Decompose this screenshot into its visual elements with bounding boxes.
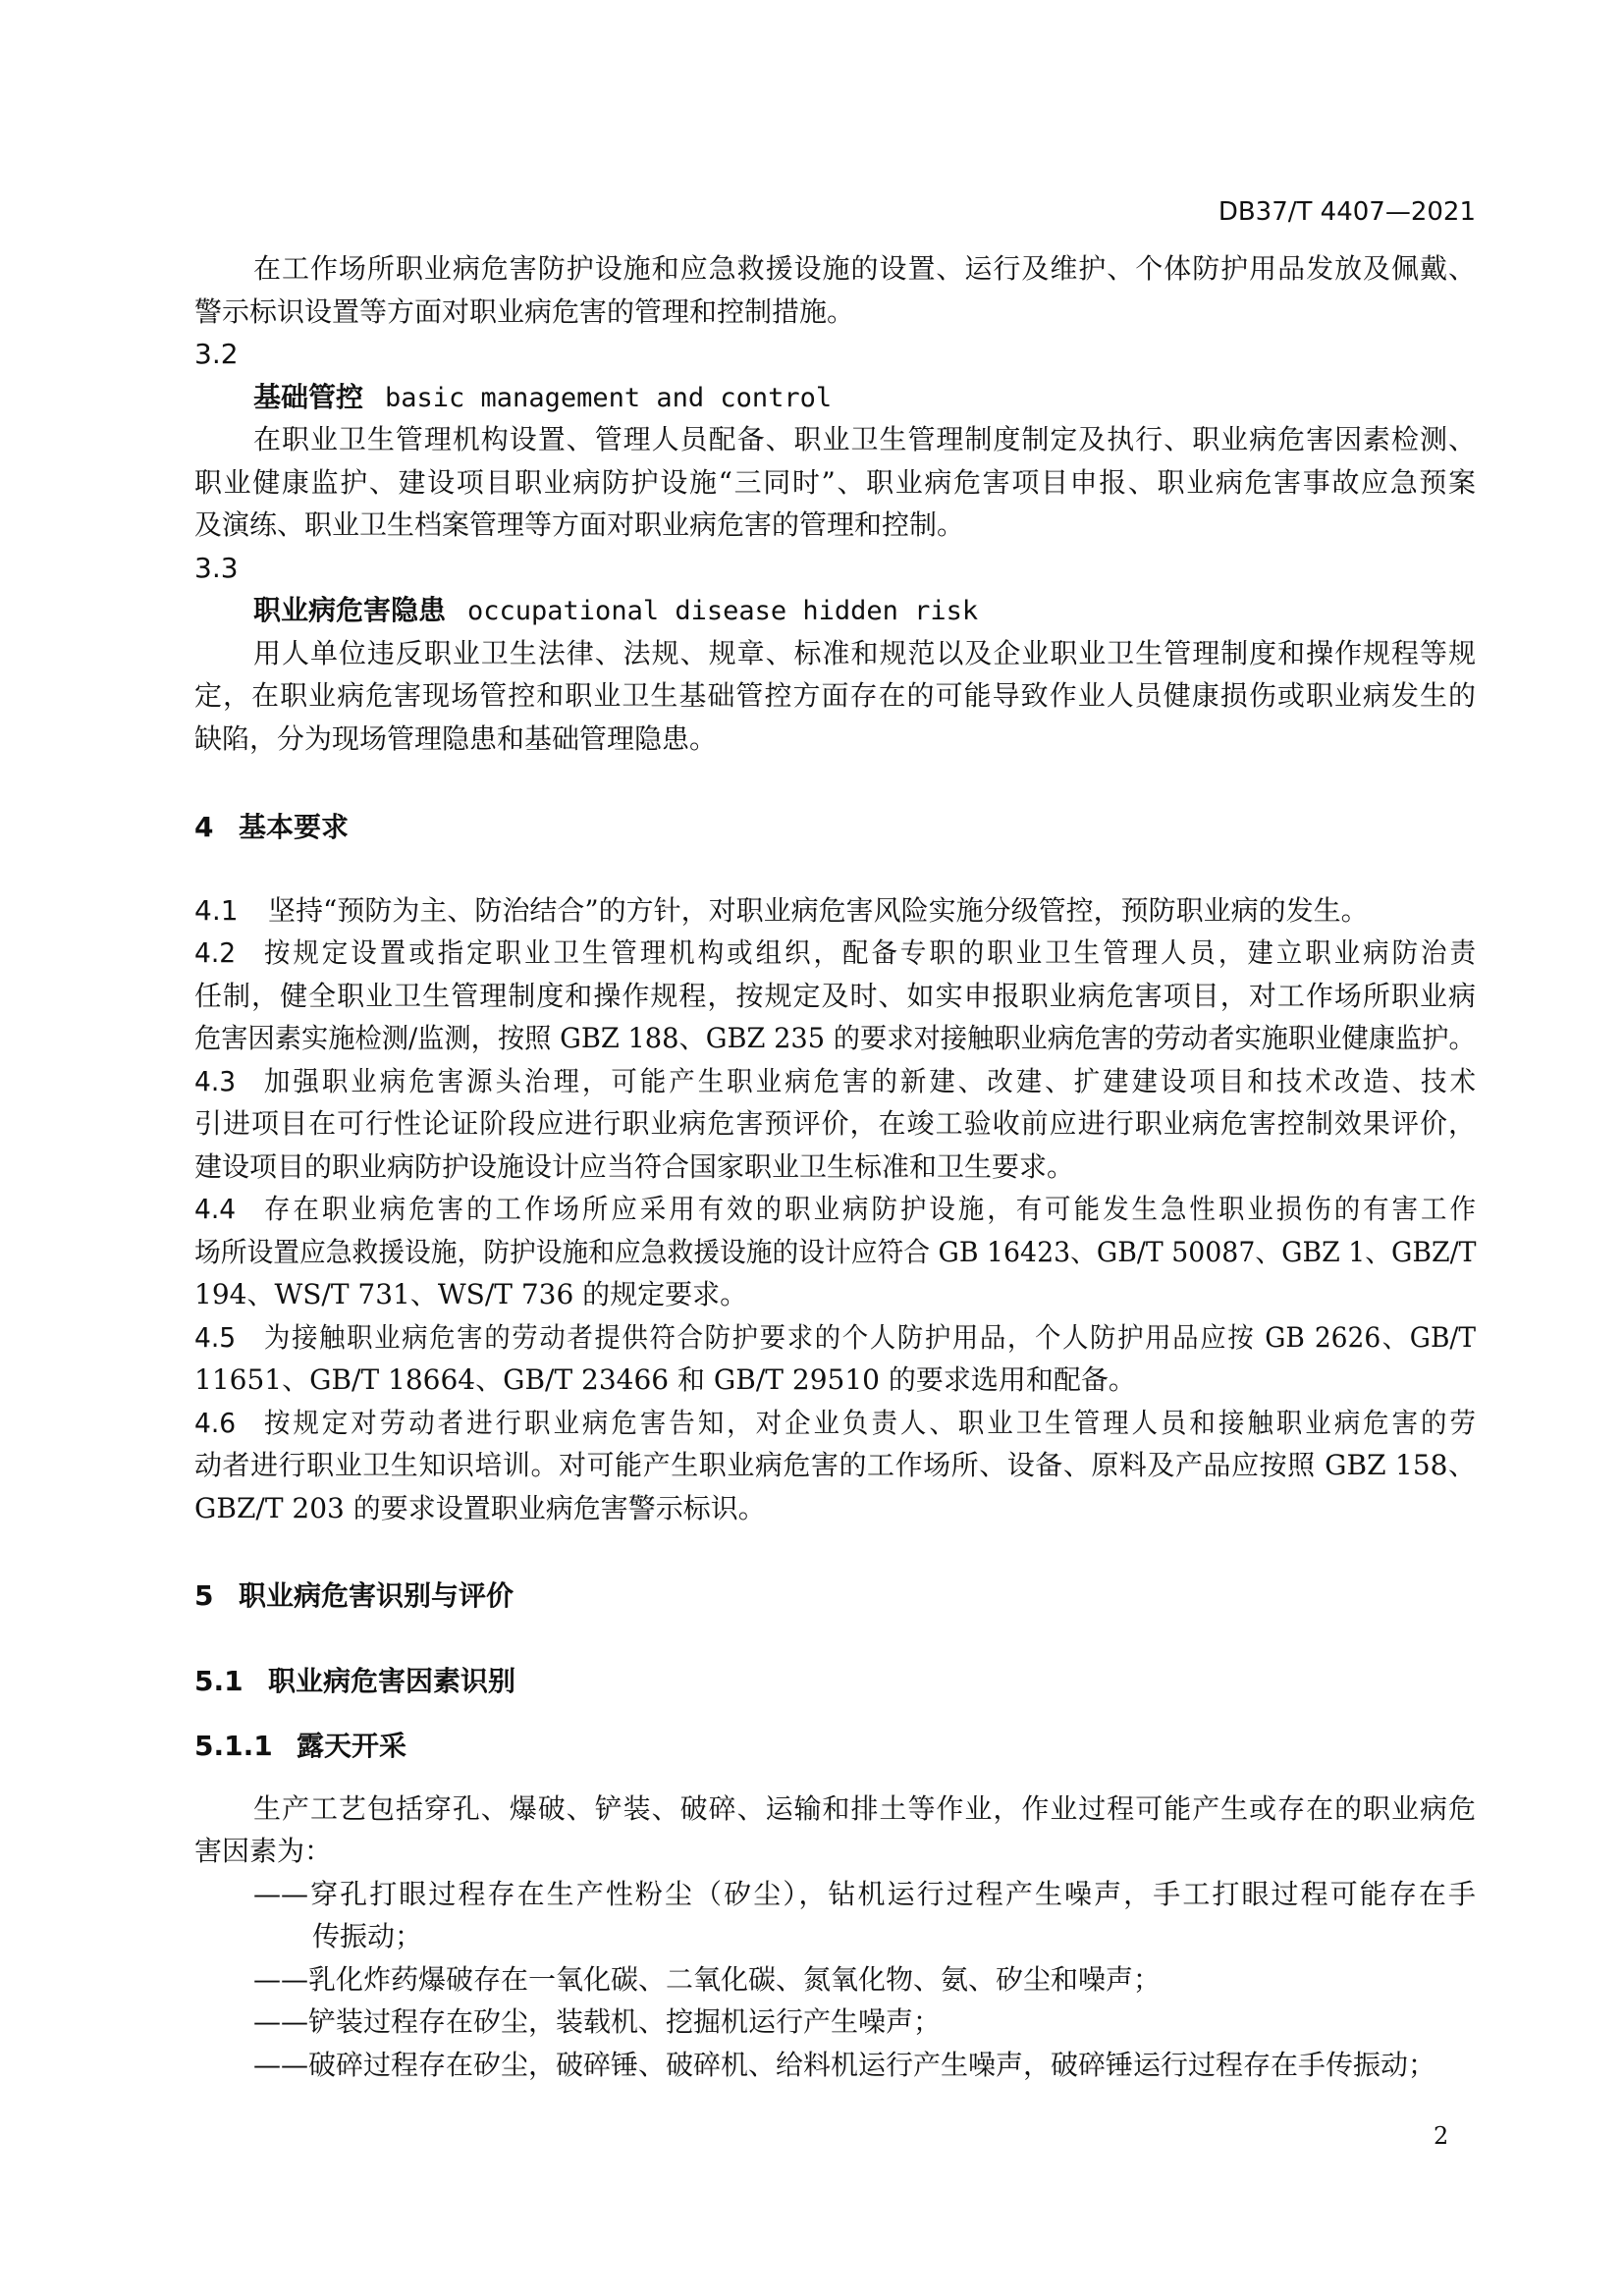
line-text: 生产工艺包括穿孔、爆破、铲装、破碎、运输和排土等作业，作业过程可能产生或存在的职业病危 bbox=[253, 1792, 1476, 1825]
line-text: 职业病危害识别与评价 bbox=[239, 1579, 514, 1612]
line-text: 加强职业病危害源头治理，可能产生职业病危害的新建、改建、扩建建设项目和技术改造、技术 bbox=[263, 1065, 1476, 1097]
paragraph-line bbox=[253, 632, 1476, 675]
heading2 bbox=[194, 1660, 515, 1703]
paragraph-line bbox=[194, 674, 1476, 718]
line-text: ——穿孔打眼过程存在生产性粉尘（矽尘），钻机运行过程产生噪声，手工打眼过程可能存在手 bbox=[253, 1878, 1476, 1910]
line-text: 警示标识设置等方面对职业病危害的管理和控制措施。 bbox=[194, 295, 855, 328]
clause-number: 4.5 bbox=[194, 1321, 237, 1354]
line-text: 场所设置应急救援设施，防护设施和应急救援设施的设计应符合 GB 16423、GB/T 50087、GBZ 1、GBZ/T bbox=[194, 1236, 1477, 1268]
line-text: 194、WS/T 731、WS/T 736 的规定要求。 bbox=[194, 1278, 748, 1310]
clause-line bbox=[194, 1487, 766, 1530]
paragraph-line bbox=[194, 718, 717, 761]
line-text: 在职业卫生管理机构设置、管理人员配备、职业卫生管理制度制定及执行、职业病危害因素检测、 bbox=[253, 423, 1476, 455]
heading3 bbox=[194, 1725, 406, 1768]
clause-line bbox=[194, 1017, 1476, 1060]
clause-line bbox=[194, 932, 1476, 975]
line-text: ——乳化炸药爆破存在一氧化碳、二氧化碳、氮氧化物、氨、矽尘和噪声； bbox=[253, 1963, 1162, 1996]
term-heading bbox=[253, 589, 978, 632]
paragraph-line bbox=[253, 247, 1476, 291]
clause-number: 4.3 bbox=[194, 1065, 237, 1097]
clause-line bbox=[194, 975, 1476, 1018]
line-text: 建设项目的职业病防护设施设计应当符合国家职业卫生标准和卫生要求。 bbox=[194, 1150, 1075, 1183]
clause-number: 4.4 bbox=[194, 1193, 237, 1225]
clause-line bbox=[194, 889, 1369, 933]
clause-line bbox=[194, 1402, 1476, 1445]
line-text: 定，在职业病危害现场管控和职业卫生基础管控方面存在的可能导致作业人员健康损伤或职业病发生的 bbox=[194, 679, 1476, 712]
line-text: ——破碎过程存在矽尘，破碎锤、破碎机、给料机运行产生噪声，破碎锤运行过程存在手传振动； bbox=[253, 2049, 1436, 2081]
list-item-line bbox=[253, 1958, 1161, 2002]
heading1 bbox=[194, 1575, 514, 1618]
line-text: 3.3 bbox=[194, 552, 239, 584]
clause-number: 4 bbox=[194, 811, 214, 843]
line-text: 职业病危害因素识别 bbox=[268, 1665, 516, 1697]
clause-number: 5 bbox=[194, 1579, 214, 1612]
clause-number: 4.6 bbox=[194, 1407, 237, 1439]
paragraph-line bbox=[194, 1830, 332, 1873]
paragraph-line bbox=[253, 418, 1476, 461]
term-english: occupational disease hidden risk bbox=[467, 596, 979, 626]
clause-number: 5.1 bbox=[194, 1665, 244, 1697]
line-text: 职业健康监护、建设项目职业病防护设施“三同时”、职业病危害项目申报、职业病危害事故应急预案 bbox=[194, 466, 1476, 499]
line-text: 基本要求 bbox=[239, 811, 350, 843]
document-code-header: DB37/T 4407—2021 bbox=[1218, 197, 1476, 227]
line-text: 动者进行职业卫生知识培训。对可能产生职业病危害的工作场所、设备、原料及产品应按照 GBZ 158、 bbox=[194, 1449, 1476, 1481]
line-text: 害因素为： bbox=[194, 1835, 333, 1867]
line-text: ——铲装过程存在矽尘，装载机、挖掘机运行产生噪声； bbox=[253, 2005, 942, 2038]
list-item-line bbox=[253, 2001, 941, 2044]
line-text: 危害因素实施检测/监测，按照 GBZ 188、GBZ 235 的要求对接触职业病危害的劳动者实施职业健康监护。 bbox=[194, 1022, 1476, 1054]
line-text: 任制，健全职业卫生管理制度和操作规程，按规定及时、如实申报职业病危害项目，对工作场所职业病 bbox=[194, 980, 1476, 1012]
line-text: 基础管控 bbox=[253, 381, 364, 413]
line-text: 在工作场所职业病危害防护设施和应急救援设施的设置、运行及维护、个体防护用品发放及佩戴、 bbox=[253, 252, 1476, 285]
line-text: 坚持“预防为主、防治结合”的方针，对职业病危害风险实施分级管控，预防职业病的发生。 bbox=[268, 894, 1369, 927]
line-text: 缺陷，分为现场管理隐患和基础管理隐患。 bbox=[194, 722, 718, 755]
clause-line bbox=[194, 1273, 747, 1316]
clause-line bbox=[194, 1444, 1476, 1487]
line-text: 用人单位违反职业卫生法律、法规、规章、标准和规范以及企业职业卫生管理制度和操作规程等规 bbox=[253, 637, 1476, 669]
paragraph-line bbox=[194, 461, 1476, 505]
line-text: GBZ/T 203 的要求设置职业病危害警示标识。 bbox=[194, 1492, 766, 1524]
clause-number: 4.1 bbox=[194, 894, 239, 927]
clause-number: 5.1.1 bbox=[194, 1730, 273, 1762]
line-text: 为接触职业病危害的劳动者提供符合防护要求的个人防护用品，个人防护用品应按 GB 2626、GB/T bbox=[263, 1321, 1476, 1354]
line-text: 3.2 bbox=[194, 338, 239, 370]
clause-number bbox=[194, 333, 239, 376]
line-text: 及演练、职业卫生档案管理等方面对职业病危害的管理和控制。 bbox=[194, 508, 965, 541]
term-heading bbox=[253, 376, 832, 419]
clause-line bbox=[194, 1231, 1477, 1274]
line-text: 存在职业病危害的工作场所应采用有效的职业病防护设施，有可能发生急性职业损伤的有害工作 bbox=[263, 1193, 1476, 1225]
paragraph-line bbox=[194, 504, 964, 547]
line-text: 11651、GB/T 18664、GB/T 23466 和 GB/T 29510 的要求选用和配备。 bbox=[194, 1363, 1136, 1396]
paragraph-line bbox=[253, 1788, 1476, 1831]
line-text: 按规定设置或指定职业卫生管理机构或组织，配备专职的职业卫生管理人员，建立职业病防治责 bbox=[263, 936, 1476, 969]
line-text: 露天开采 bbox=[297, 1730, 407, 1762]
line-text: 引进项目在可行性论证阶段应进行职业病危害预评价，在竣工验收前应进行职业病危害控制效果评价， bbox=[194, 1107, 1476, 1140]
list-item-line bbox=[253, 1873, 1476, 1916]
term-english: basic management and control bbox=[385, 383, 833, 413]
clause-line bbox=[194, 1188, 1476, 1231]
clause-line bbox=[194, 1102, 1476, 1146]
clause-number bbox=[194, 547, 239, 590]
clause-line bbox=[194, 1146, 1074, 1189]
clause-number: 4.2 bbox=[194, 936, 237, 969]
line-text: 按规定对劳动者进行职业病危害告知，对企业负责人、职业卫生管理人员和接触职业病危害的劳 bbox=[263, 1407, 1476, 1439]
line-text: 传振动； bbox=[312, 1920, 423, 1952]
paragraph-line bbox=[194, 291, 854, 334]
heading1 bbox=[194, 806, 349, 849]
page-number: 2 bbox=[1434, 2122, 1449, 2150]
list-item-line bbox=[312, 1915, 422, 1958]
clause-line bbox=[194, 1060, 1476, 1103]
clause-line bbox=[194, 1359, 1136, 1402]
line-text: 职业病危害隐患 bbox=[253, 594, 447, 626]
clause-line bbox=[194, 1316, 1476, 1360]
list-item-line bbox=[253, 2044, 1435, 2087]
